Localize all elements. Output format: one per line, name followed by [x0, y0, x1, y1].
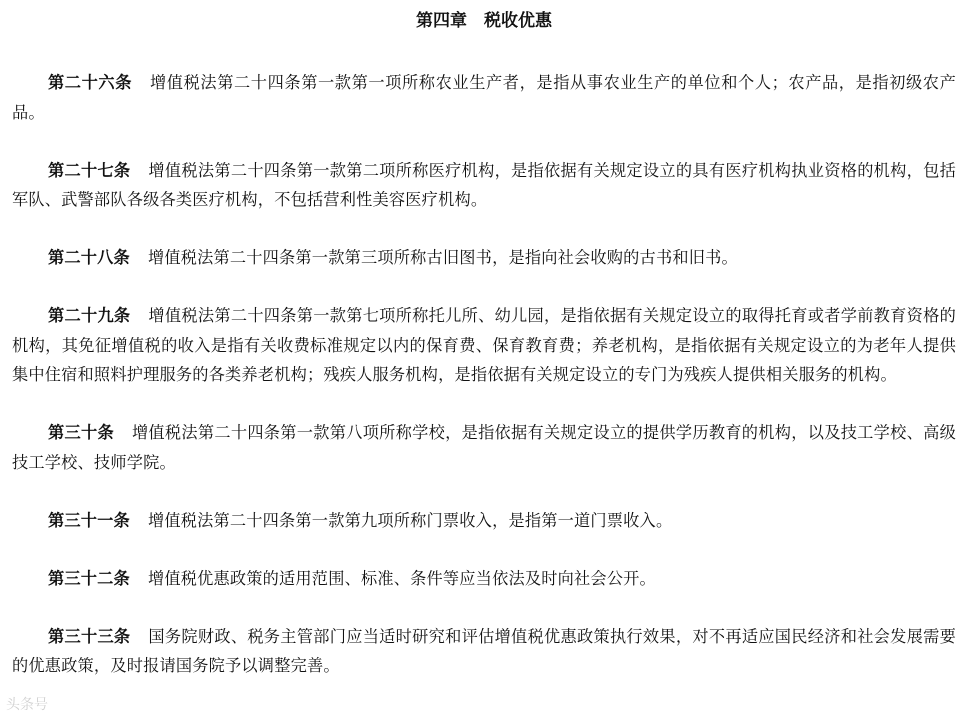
article-number: 第三十三条 [48, 626, 131, 646]
article-number: 第三十条 [48, 423, 114, 442]
article-number: 第二十六条 [48, 73, 132, 92]
article-33 [12, 622, 956, 681]
article-text: 增值税法第二十四条第一款第二项所称医疗机构，是指依据有关规定设立的具有医疗机构执业资格的机构，包括军队、武警部队各级各类医疗机构，不包括营利性美容医疗机构。 [12, 160, 957, 209]
article-number: 第三十一条 [48, 510, 130, 530]
article-number: 第二十八条 [48, 248, 130, 267]
article-text: 增值税法第二十四条第一款第三项所称古旧图书，是指向社会收购的古书和旧书。 [147, 248, 738, 267]
watermark: 头条号 [6, 697, 48, 713]
article-28 [12, 243, 956, 273]
article-text: 增值税法第二十四条第一款第九项所称门票收入，是指第一道门票收入。 [147, 510, 673, 530]
article-text: 增值税法第二十四条第一款第七项所称托儿所、幼儿园，是指依据有关规定设立的取得托育或者学前教育资格的机构，其免征增值税的收入是指有关收费标准规定以内的保育费、保育教育费；养老机构，是指依据有关规定设立的为老年人提供集中住宿和照料护理服务的各类养老机构；残疾人服务机构，是指依据有关规定设立的专门为残疾人提供相关服务的机构。 [12, 306, 957, 384]
article-30 [12, 418, 956, 477]
article-text: 增值税法第二十四条第一款第一项所称农业生产者，是指从事农业生产的单位和个人；农产品，是指初级农产品。 [12, 73, 956, 122]
chapter-title: 第四章 税收优惠 [416, 11, 552, 31]
article-31 [12, 506, 956, 536]
article-number: 第二十七条 [48, 160, 131, 180]
article-32 [12, 564, 956, 594]
article-text: 增值税法第二十四条第一款第八项所称学校，是指依据有关规定设立的提供学历教育的机构，以及技工学校、高级技工学校、技师学院。 [12, 423, 956, 472]
article-number: 第二十九条 [48, 306, 131, 325]
article-text: 国务院财政、税务主管部门应当适时研究和评估增值税优惠政策执行效果，对不再适应国民经济和社会发展需要的优惠政策，及时报请国务院予以调整完善。 [12, 626, 957, 675]
article-29 [12, 301, 956, 390]
article-26 [12, 68, 956, 127]
article-27 [12, 156, 956, 215]
article-number: 第三十二条 [48, 568, 130, 588]
article-text: 增值税优惠政策的适用范围、标准、条件等应当依法及时向社会公开。 [147, 568, 656, 588]
